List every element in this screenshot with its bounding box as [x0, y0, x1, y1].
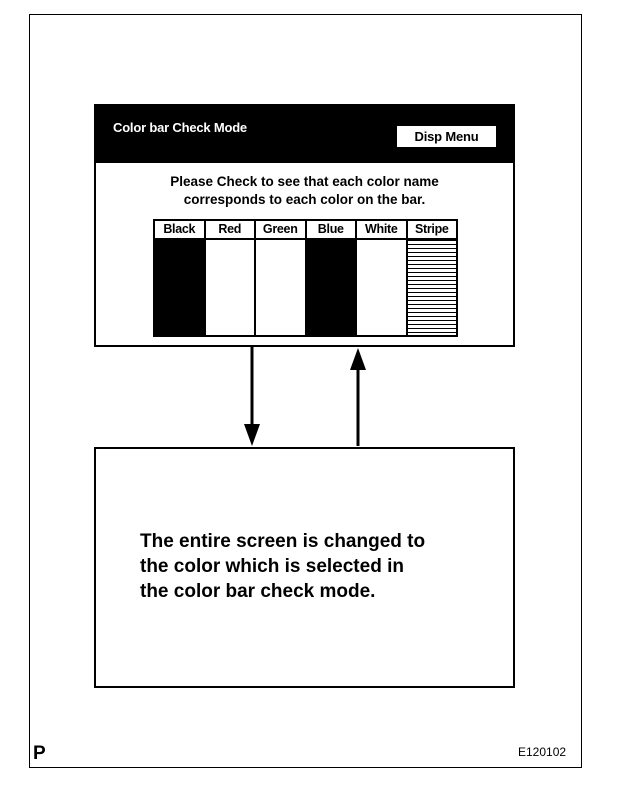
- color-bar-label: White: [357, 221, 406, 240]
- full-screen-color-box: [94, 447, 515, 688]
- screen-title: Color bar Check Mode: [113, 120, 247, 135]
- color-bar-label: Black: [155, 221, 204, 240]
- corner-letter: P: [33, 743, 46, 764]
- result-description: The entire screen is changed to the color which is selected in the color bar check mode.: [140, 531, 426, 602]
- arrow-up-icon: [350, 348, 366, 446]
- instruction-text: Please Check to see that each color name corresponds to each color on the bar.: [170, 174, 439, 207]
- figure-id: E120102: [518, 745, 567, 759]
- color-bar-label: Green: [256, 221, 305, 240]
- arrow-down-icon: [244, 347, 260, 446]
- color-bar-label: Stripe: [408, 221, 457, 240]
- color-bar-label: Red: [206, 221, 255, 240]
- color-bar-label: Blue: [307, 221, 356, 240]
- disp-menu-button[interactable]: Disp Menu: [397, 126, 496, 147]
